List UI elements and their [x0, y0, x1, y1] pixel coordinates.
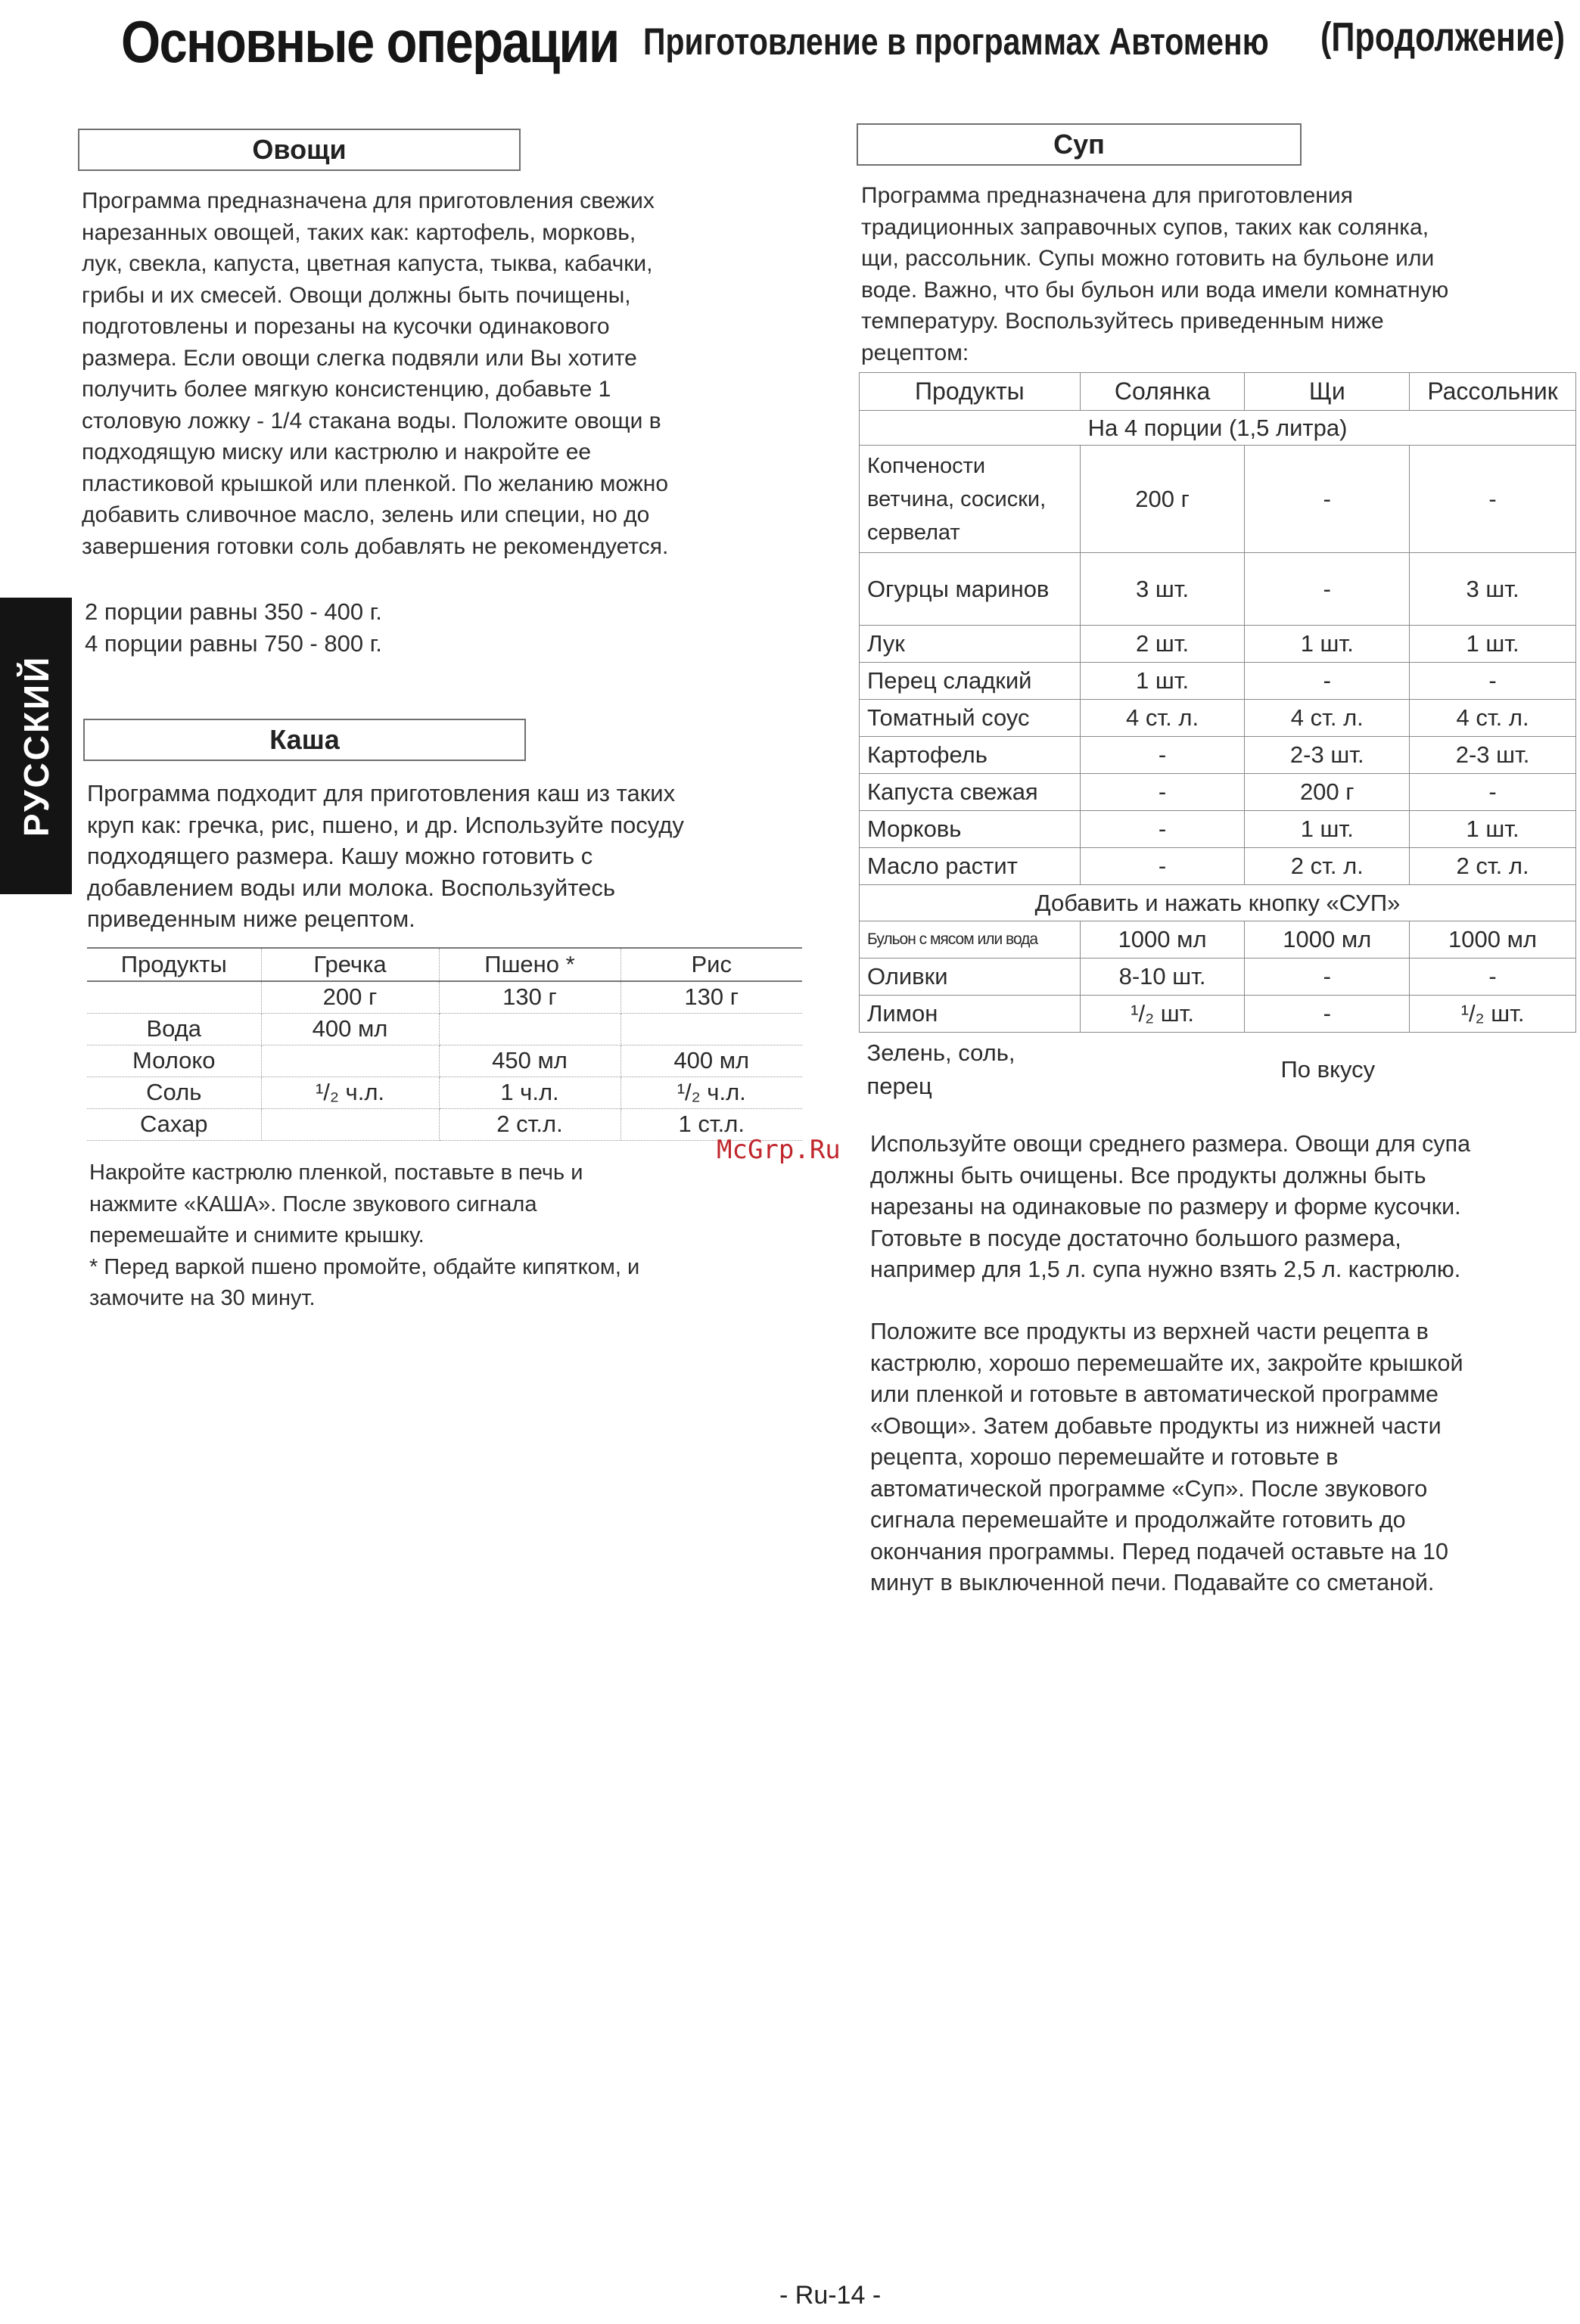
table-header-row: [860, 373, 1576, 411]
table-cell: -: [1410, 446, 1576, 553]
text-line: пластиковой крышкой или пленкой. По желанию можно: [82, 471, 669, 496]
text-line: Используйте овощи среднего размера. Овощи для супа: [870, 1131, 1471, 1157]
table-row: [860, 774, 1576, 811]
table-cell: -: [1245, 996, 1410, 1033]
table-header-cell: Гречка: [261, 948, 439, 981]
soup-notes: [870, 1129, 1470, 1286]
table-cell: Лук: [860, 626, 1081, 663]
continued-label: (Продолжение): [1320, 14, 1565, 60]
text-line: температуру. Воспользуйтесь приведенным ниже: [861, 309, 1384, 334]
table-cell: 4 ст. л.: [1245, 700, 1410, 737]
table-row: [860, 446, 1576, 553]
text-line: рецепта, хорошо перемешайте и готовьте в: [870, 1444, 1339, 1470]
language-tab-label: РУССКИЙ: [16, 654, 56, 837]
table-row: [87, 981, 802, 1013]
table-cell: 2-3 шт.: [1245, 737, 1410, 774]
text-line: нарезанных овощей, таких как: картофель, морковь,: [82, 219, 636, 245]
text-line: нарезаны на одинаковые по размеру и форме кусочки.: [870, 1194, 1461, 1219]
table-cell: 200 г: [1245, 774, 1410, 811]
table-row: [87, 1013, 802, 1045]
table-cell: Зелень, соль, перец: [866, 1039, 1015, 1099]
table-cell: 1 ст.л.: [620, 1108, 802, 1140]
text-line: лук, свекла, капуста, цветная капуста, тыква, кабачки,: [82, 251, 653, 276]
table-header-cell: Щи: [1245, 373, 1410, 411]
table-cell: Перец сладкий: [860, 663, 1081, 700]
table-row: [860, 996, 1576, 1033]
table-header-row: [87, 948, 802, 981]
table-cell: -: [1245, 663, 1410, 700]
table-cell: 2 ст. л.: [1410, 848, 1576, 885]
table-cell: 3 шт.: [1080, 553, 1245, 626]
soup-divider-instruction: Добавить и нажать кнопку «СУП»: [860, 885, 1576, 921]
table-cell: 1000 мл: [1410, 921, 1576, 958]
table-cell: -: [1080, 848, 1245, 885]
table-cell: Капуста свежая: [860, 774, 1081, 811]
table-cell: -: [1245, 446, 1410, 553]
table-cell: 3 шт.: [1410, 553, 1576, 626]
text-line: должны быть очищены. Все продукты должны быть: [870, 1162, 1426, 1188]
table-header-cell: Продукты: [860, 373, 1081, 411]
text-line: круп как: гречка, рис, пшено, и др. Используйте посуду: [87, 811, 684, 838]
table-cell: 8-10 шт.: [1080, 958, 1245, 996]
text-line: кастрюлю, хорошо перемешайте их, закройте крышкой: [870, 1350, 1463, 1376]
table-cell: [87, 981, 261, 1013]
table-cell: 1 шт.: [1410, 626, 1576, 663]
table-row: [860, 1033, 1576, 1107]
text-line: подготовлены и порезаны на кусочки одинакового: [82, 314, 610, 339]
table-cell: -: [1245, 958, 1410, 996]
language-tab: [0, 598, 72, 894]
table-cell: 2-3 шт.: [1410, 737, 1576, 774]
table-cell: -: [1410, 774, 1576, 811]
text-line: размера. Если овощи слегка подвяли или Вы хотите: [82, 345, 637, 371]
table-cell: ¹/₂ шт.: [1410, 996, 1576, 1033]
text-line: подходящего размера. Кашу можно готовить с: [87, 843, 593, 869]
table-header-cell: Продукты: [87, 948, 261, 981]
text-line: 2 порции равны 350 - 400 г.: [85, 598, 382, 625]
table-cell: ¹/₂ ч.л.: [261, 1077, 439, 1108]
text-line: Положите все продукты из верхней части рецепта в: [870, 1319, 1429, 1344]
table-header-cell: Солянка: [1080, 373, 1245, 411]
table-cell: 1 шт.: [1245, 626, 1410, 663]
text-line: минут в выключенной печи. Подавайте со сметаной.: [870, 1570, 1435, 1595]
text-line: получить более мягкую консистенцию, добавьте 1: [82, 377, 611, 402]
table-cell: Масло растит: [860, 848, 1081, 885]
table-cell: -: [1080, 811, 1245, 848]
table-cell: 4 ст. л.: [1410, 700, 1576, 737]
soup-instructions: [870, 1316, 1463, 1599]
vegetables-description: [82, 185, 668, 562]
text-line: рецептом:: [861, 340, 969, 365]
table-cell: -: [1245, 553, 1410, 626]
porridge-description: [87, 778, 684, 935]
text-line: например для 1,5 л. супа нужно взять 2,5 л. кастрюлю.: [870, 1257, 1461, 1282]
text-line: традиционных заправочных супов, таких как солянка,: [861, 214, 1429, 240]
page-number: - Ru-14 -: [779, 2281, 882, 2310]
table-cell: Огурцы маринов: [860, 553, 1081, 626]
table-cell: По вкусу: [1280, 1055, 1376, 1083]
table-cell: 1000 мл: [1080, 921, 1245, 958]
text-line: * Перед варкой пшено промойте, обдайте кипятком, и: [89, 1254, 640, 1279]
text-line: подходящую миску или кастрюлю и накройте ее: [82, 440, 592, 464]
table-cell: -: [1410, 958, 1576, 996]
text-line: Программа предназначена для приготовления свежих: [82, 188, 655, 213]
section-heading-vegetables: Овощи: [78, 129, 521, 171]
table-row: [860, 848, 1576, 885]
text-line: добавлением воды или молока. Воспользуйтесь: [87, 874, 615, 901]
section-heading-porridge: Каша: [83, 719, 526, 761]
table-cell: Молоко: [87, 1045, 261, 1077]
table-cell: -: [1080, 774, 1245, 811]
section-heading-soup: Суп: [857, 123, 1302, 166]
table-cell: 200 г: [261, 981, 439, 1013]
porridge-instructions: [89, 1157, 639, 1315]
table-row: [860, 885, 1576, 921]
table-cell: 2 ст.л.: [439, 1108, 620, 1140]
text-line: 4 порции равны 750 - 800 г.: [85, 629, 382, 657]
table-cell: [620, 1013, 802, 1045]
table-cell: Бульон с мясом или вода: [860, 921, 1081, 958]
table-cell: 400 мл: [261, 1013, 439, 1045]
table-row: [87, 1077, 802, 1108]
page-subtitle: Приготовление в программах Автоменю: [643, 20, 1269, 63]
table-cell: [261, 1045, 439, 1077]
text-line: нажмите «КАША». После звукового сигнала: [89, 1192, 537, 1216]
table-row: [860, 663, 1576, 700]
table-row: [87, 1045, 802, 1077]
table-cell: 1000 мл: [1245, 921, 1410, 958]
table-cell: 1 шт.: [1245, 811, 1410, 848]
text-line: «Овощи». Затем добавьте продукты из нижней части: [870, 1412, 1442, 1439]
portion-note: На 4 порции (1,5 литра): [860, 411, 1576, 446]
soup-recipe-table: [859, 372, 1576, 1107]
text-line: Накройте кастрюлю пленкой, поставьте в печь и: [89, 1160, 583, 1185]
table-cell: 2 ст. л.: [1245, 848, 1410, 885]
table-cell: 4 ст. л.: [1080, 700, 1245, 737]
table-cell: -: [1410, 663, 1576, 700]
text-line: грибы и их смесей. Овощи должны быть почищены,: [82, 282, 631, 308]
table-cell: 1 шт.: [1080, 663, 1245, 700]
text-line: Готовьте в посуде достаточно большого размера,: [870, 1225, 1401, 1251]
table-cell: ¹/₂ ч.л.: [620, 1077, 802, 1108]
table-cell: 1 шт.: [1410, 811, 1576, 848]
table-row: [860, 921, 1576, 958]
text-line: приведенным ниже рецептом.: [87, 906, 415, 932]
table-header-cell: Рассольник: [1410, 373, 1576, 411]
text-line: добавить сливочное масло, зелень или специи, но до: [82, 502, 650, 527]
table-row: [860, 411, 1576, 446]
watermark: McGrp.Ru: [717, 1135, 841, 1165]
table-row: [87, 1108, 802, 1140]
table-cell: Томатный соус: [860, 700, 1081, 737]
table-cell: [439, 1013, 620, 1045]
table-row: [860, 811, 1576, 848]
text-line: автоматической программе «Суп». После звукового: [870, 1475, 1428, 1502]
text-line: сигнала перемешайте и продолжайте готовить до: [870, 1507, 1406, 1533]
table-header-cell: Пшено *: [439, 948, 620, 981]
vegetables-portions: [85, 596, 382, 659]
page-title: Основные операции: [121, 8, 619, 75]
text-line: замочите на 30 минут.: [89, 1286, 316, 1310]
table-cell: 450 мл: [439, 1045, 620, 1077]
text-line: столовую ложку - 1/4 стакана воды. Положите овощи в: [82, 408, 661, 433]
table-cell: Морковь: [860, 811, 1081, 848]
text-line: Программа предназначена для приготовления: [861, 183, 1353, 208]
text-line: перемешайте и снимите крышку.: [89, 1223, 425, 1247]
table-cell: Сахар: [87, 1108, 261, 1140]
table-cell: 2 шт.: [1080, 626, 1245, 663]
porridge-recipe-table: [87, 947, 802, 1141]
table-cell: Оливки: [860, 958, 1081, 996]
table-row: [860, 737, 1576, 774]
table-cell: ¹/₂ шт.: [1080, 996, 1245, 1033]
table-row: [860, 700, 1576, 737]
table-row: [860, 553, 1576, 626]
soup-description: [861, 180, 1448, 368]
text-line: завершения готовки соль добавлять не рекомендуется.: [82, 533, 669, 559]
table-cell: Лимон: [860, 996, 1081, 1033]
table-cell: Соль: [87, 1077, 261, 1108]
text-line: щи, рассольник. Супы можно готовить на бульоне или: [861, 246, 1435, 271]
text-line: Программа подходит для приготовления каш из таких: [87, 780, 676, 806]
text-line: или пленкой и готовьте в автоматической программе: [870, 1381, 1438, 1407]
table-cell: Картофель: [860, 737, 1081, 774]
text-line: воде. Важно, что бы бульон или вода имели комнатную: [861, 277, 1449, 303]
text-line: окончания программы. Перед подачей оставьте на 10: [870, 1538, 1448, 1564]
table-cell: [261, 1108, 439, 1140]
table-cell: 200 г: [1080, 446, 1245, 553]
table-cell: 1 ч.л.: [439, 1077, 620, 1108]
table-cell: -: [1080, 737, 1245, 774]
table-cell: Копчености ветчина, сосиски, сервелат: [860, 446, 1081, 553]
table-cell: Вода: [87, 1013, 261, 1045]
table-cell: 400 мл: [620, 1045, 802, 1077]
table-cell: 130 г: [620, 981, 802, 1013]
table-row: [860, 958, 1576, 996]
table-cell: 130 г: [439, 981, 620, 1013]
table-row: [860, 626, 1576, 663]
table-header-cell: Рис: [620, 948, 802, 981]
